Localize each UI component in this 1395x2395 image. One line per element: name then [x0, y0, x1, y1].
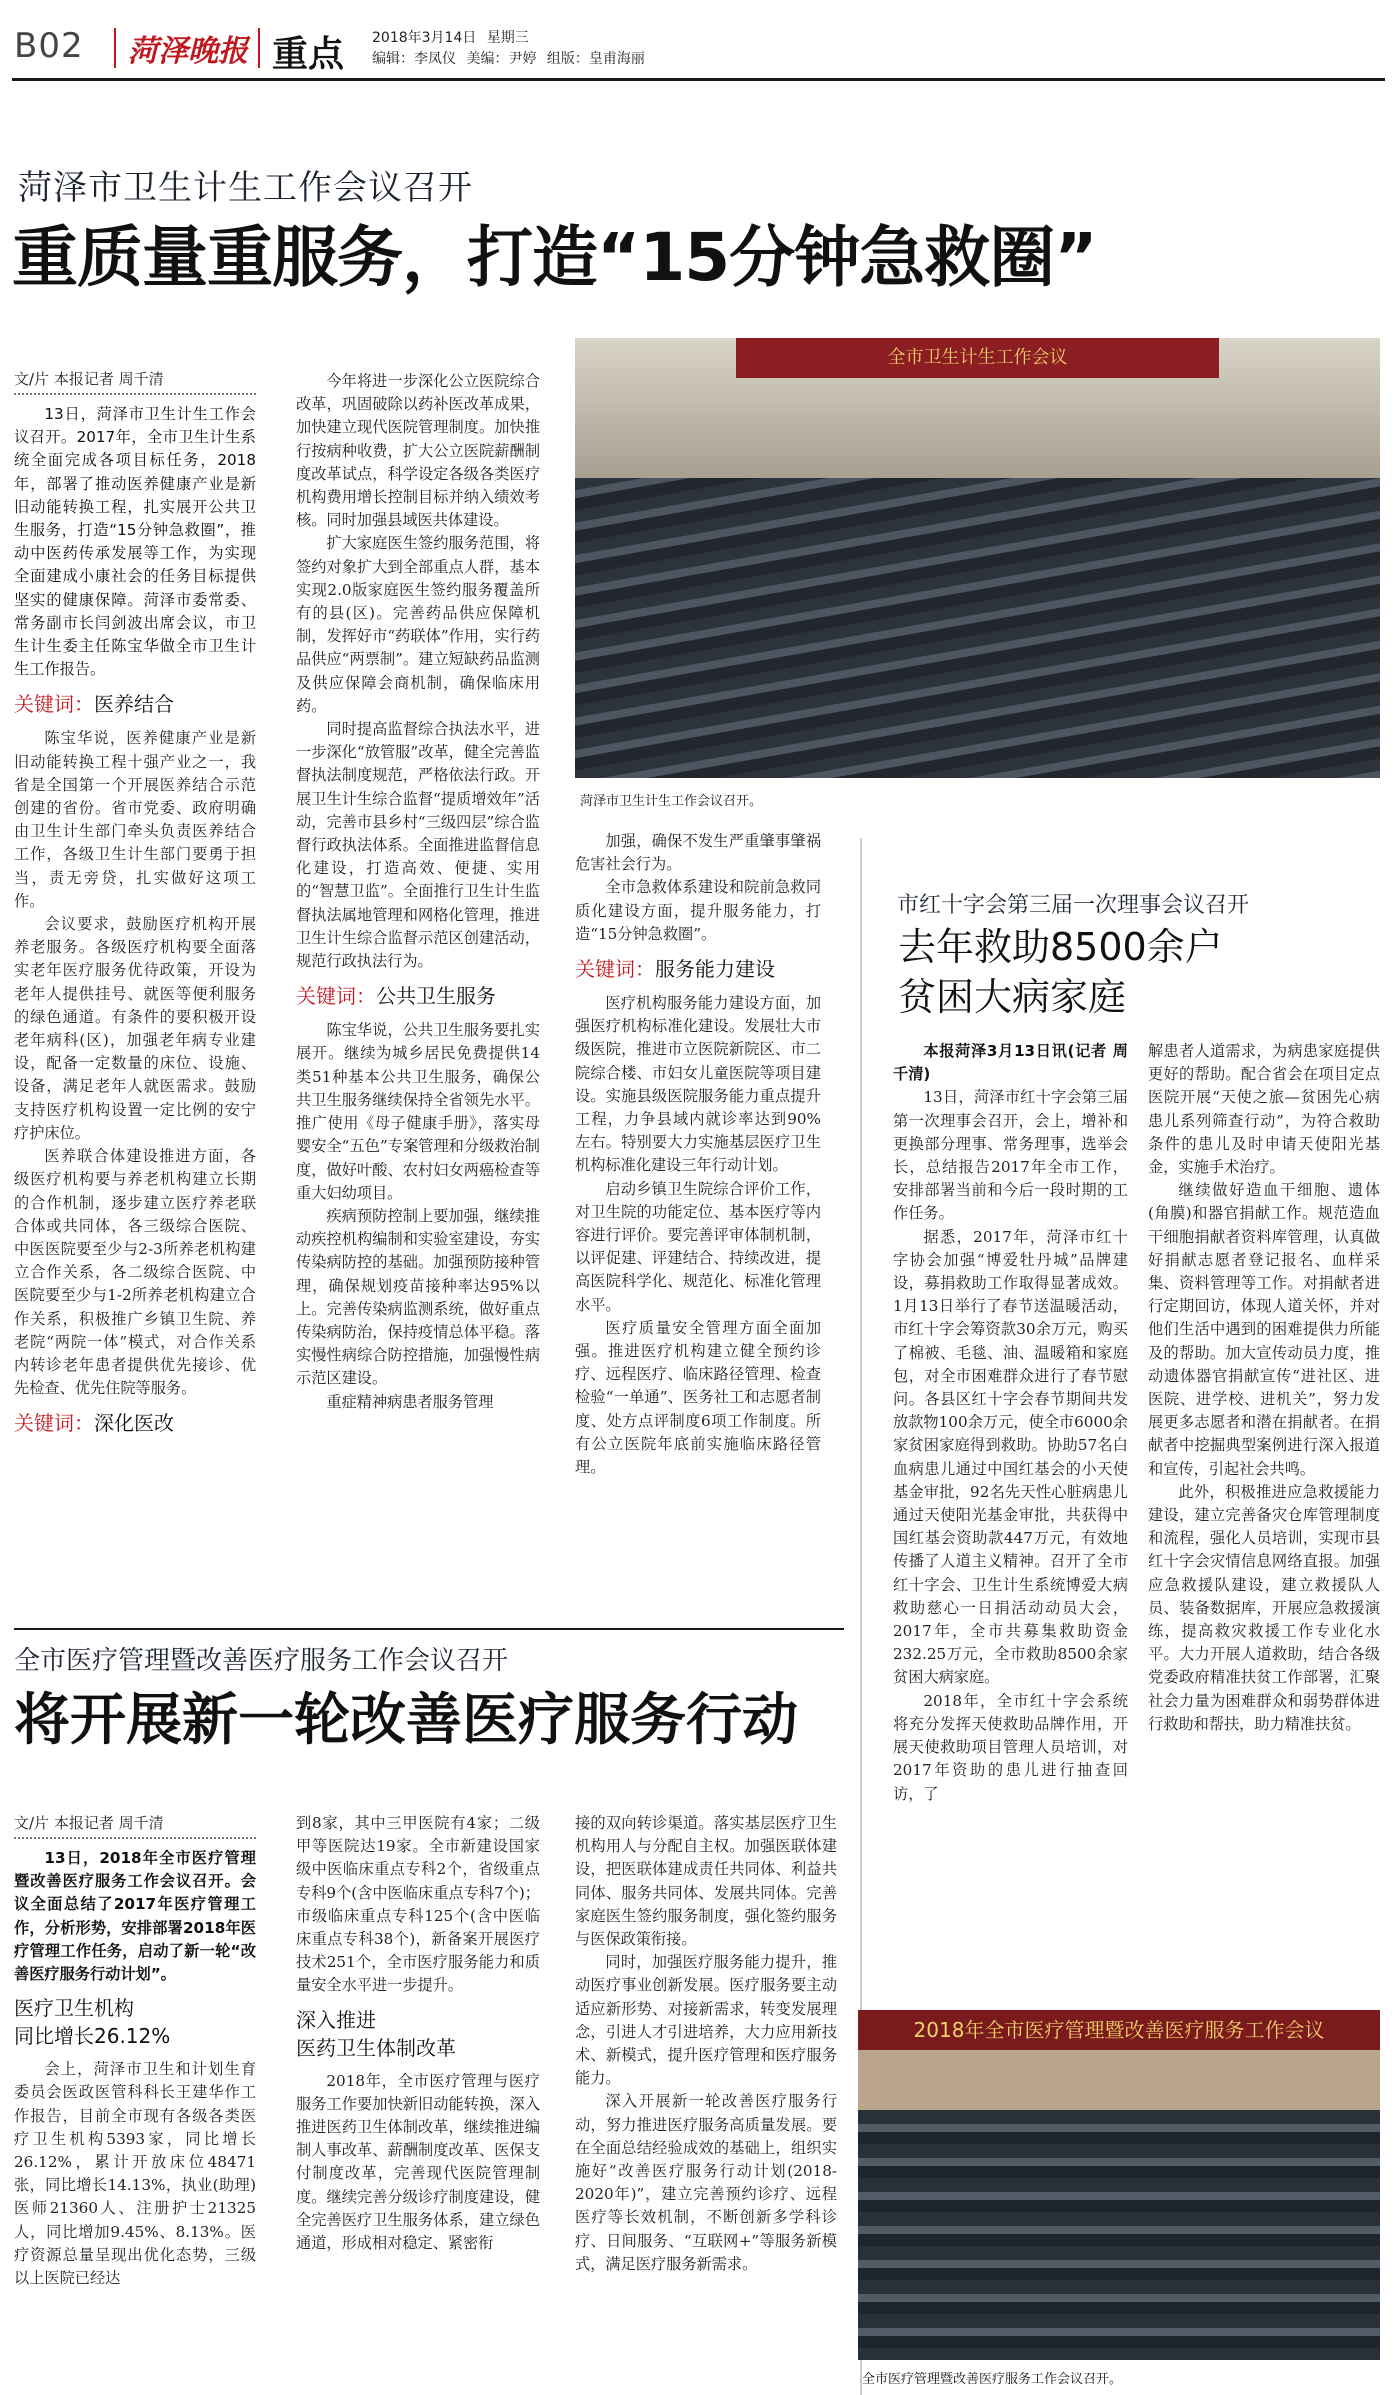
- article1-byline: 文/片 本报记者 周千清: [14, 368, 256, 395]
- paragraph: 接的双向转诊渠道。落实基层医疗卫生机构用人与分配自主权。加强医联体建设，把医联体建成责任共同体、利益共同体、服务共同体、发展共同体。完善家庭医生签约服务制度，强化签约服务与医保政策衔接。: [575, 1814, 837, 1949]
- article1-kicker: 菏泽市卫生计生工作会议召开: [18, 168, 473, 208]
- paragraph: 陈宝华说，公共卫生服务要扎实展开。继续为城乡居民免费提供14类51种基本公共卫生服务，确保公共卫生服务继续保持全省领先水平。推广使用《母子健康手册》，落实母婴安全“五色”专案管理和分级救治制度，做好叶酸、农村妇女两癌检查等重大妇幼项目。: [296, 1021, 540, 1202]
- paragraph: 今年将进一步深化公立医院综合改革，巩固破除以药补医改革成果，加快建立现代医院管理制度。加快推行按病种收费，扩大公立医院薪酬制度改革试点，科学设定各级各类医疗机构费用增长控制目标并纳入绩效考核。同时加强县域医共体建设。: [296, 372, 540, 530]
- article3-column-2: [1148, 1040, 1380, 1736]
- paragraph: 医养联合体建设推进方面，各级医疗机构要与养老机构建立长期的合作机制，逐步建立医疗养老联合体或共同体，各三级综合医院、中医医院要至少与2-3所养老机构建立合作关系，各二级综合医院、中医院要至少与1-2所养老机构建立合作关系，积极推广乡镇卫生院、养老院“两院一体”模式，对合作关系内转诊老年患者提供优先接诊、优先检查、优先住院等服务。: [14, 1147, 256, 1398]
- paragraph: 陈宝华说，医养健康产业是新旧动能转换工程十强产业之一，我省是全国第一个开展医养结合示范创建的省份。省市党委、政府明确由卫生计生部门牵头负责医养结合工作，各级卫生计生部门要勇于担当，责无旁贷，扎实做好这项工作。: [14, 729, 256, 910]
- article3-kicker: 市红十字会第三届一次理事会议召开: [897, 893, 1250, 918]
- header-divider: [114, 28, 116, 68]
- keyword-heading: 关键词：公共卫生服务: [296, 984, 496, 1009]
- date-line: 2018年3月14日 星期三: [372, 30, 529, 46]
- paragraph: 解患者人道需求，为病患家庭提供更好的帮助。配合省会在项目定点医院开展“天使之旅—贫困先心病患儿系列筛查行动”，为符合救助条件的患儿及时申请天使阳光基金，实施手术治疗。: [1148, 1042, 1380, 1177]
- paragraph: 全市急救体系建设和院前急救同质化建设方面，提升服务能力，打造“15分钟急救圈”。: [575, 878, 821, 943]
- keyword-heading: 关键词：深化医改: [14, 1411, 174, 1436]
- article1-column-2: [296, 370, 540, 1414]
- paragraph: 疾病预防控制上要加强，继续推动疾控机构编制和实验室建设，夯实传染病防控的基础。加强预防接种管理，确保规划疫苗接种率达95%以上。完善传染病监测系统，做好重点传染病防治，保持疫情总体平稳。落实慢性病综合防控措施，加强慢性病示范区建设。: [296, 1206, 540, 1388]
- article-rule: [14, 1628, 844, 1630]
- subheading: 深入推进 医药卫生体制改革: [296, 2007, 456, 2060]
- article2-column-2: [296, 1812, 540, 2255]
- page-number: B02: [14, 26, 84, 66]
- banner: 全市卫生计生工作会议: [736, 338, 1219, 378]
- paragraph: 深入开展新一轮改善医疗服务行动，努力推进医疗服务高质量发展。要在全面总结经验成效的基础上，组织实施好“改善医疗服务行动计划(2018-2020年)”，建立完善预约诊疗、远程医疗等长效机制，不断创新多学科诊疗、日间服务、“互联网+”等服务新模式，满足医疗服务新需求。: [575, 2092, 837, 2273]
- paragraph: 2018年，全市红十字会系统将充分发挥天使救助品牌作用，开展天使救助项目管理人员培训，对2017年资助的患儿进行抽查回访，了: [893, 1691, 1128, 1803]
- paragraph: 加强，确保不发生严重肇事肇祸危害社会行为。: [575, 832, 821, 874]
- article2-photo: [858, 2010, 1380, 2360]
- article1-title: 重质量重服务，打造“15分钟急救圈”: [12, 219, 1097, 296]
- paragraph: 会上，菏泽市卫生和计划生育委员会医政医管科科长王建华作工作报告，目前全市现有各级各类医疗卫生机构5393家，同比增长26.12%，累计开放床位48471张，同比增长14.13%，执业(助理)医师21360人、注册护士21325人，同比增加9.45%、8.13%。医疗资源总量呈现出优化态势，三级以上医院已经达: [14, 2060, 256, 2288]
- keyword-heading: 关键词：医养结合: [14, 692, 174, 717]
- paragraph: 医疗机构服务能力建设方面，加强医疗机构标准化建设。发展壮大市级医院，推进市立医院新院区、市二院综合楼、市妇女儿童医院等项目建设。实施县级医院服务能力重点提升工程，力争县域内就诊率达到90%左右。特别要大力实施基层医疗卫生机构标准化建设三年行动计划。: [575, 994, 821, 1175]
- section-title: 重点: [272, 34, 345, 75]
- page-header: [0, 0, 1395, 75]
- article3-lead: 本报菏泽3月13日讯(记者 周千清): [893, 1042, 1128, 1084]
- article2-byline: 文/片 本报记者 周千清: [14, 1812, 256, 1839]
- paragraph: 重症精神病患者服务管理: [326, 1392, 494, 1411]
- article1-lead: 13日，菏泽市卫生计生工作会议召开。2017年，全市卫生计生系统全面完成各项目标任务，2018年，部署了推动医养健康产业是新旧动能转换工程，扎实展开公共卫生服务，打造“15分钟急救圈”，推动中医药传承发展等工作，为实现全面建成小康社会的任务目标提供坚实的健康保障。菏泽市委常委、常务副市长闫剑波出席会议，市卫生计生委主任陈宝华做全市卫生计生工作报告。: [14, 405, 256, 679]
- header-divider: [258, 28, 260, 68]
- keyword-heading: 关键词：服务能力建设: [575, 957, 775, 982]
- article1-photo: [575, 338, 1380, 778]
- staff-line: 编辑：李凤仪 美编：尹婷 组版：皇甫海丽: [372, 51, 645, 67]
- paragraph: 扩大家庭医生签约服务范围，将签约对象扩大到全部重点人群，基本实现2.0版家庭医生签约服务覆盖所有的县(区)。完善药品供应保障机制，发挥好市“药联体”作用，实行药品供应“两票制”。建立短缺药品监测及供应保障会商机制，确保临床用药。: [296, 534, 540, 715]
- paragraph: 同时，加强医疗服务能力提升，推动医疗事业创新发展。医疗服务要主动适应新形势、对接新需求，转变发展理念，引进人才引进培养，大力应用新技术、新模式，提升医疗管理和医疗服务能力。: [575, 1953, 837, 2088]
- paragraph: 此外，积极推进应急救援能力建设，建立完善备灾仓库管理制度和流程，强化人员培训，实现市县红十字会灾情信息网络直报。加强应急救援队建设，建立救援队人员、装备数据库，开展应急救援演练，提高救灾救援工作专业化水平。大力开展人道救助，结合各级党委政府精准扶贫工作部署，汇聚社会力量为困难群众和弱势群体进行救助和帮扶，助力精准扶贫。: [1148, 1482, 1380, 1733]
- subheading: 医疗卫生机构 同比增长26.12%: [14, 1996, 171, 2049]
- paragraph: 13日，菏泽市红十字会第三届第一次理事会召开，会上，增补和更换部分理事、常务理事，选举会长，总结报告2017年全市工作，安排部署当前和今后一段时期的工作任务。: [893, 1088, 1128, 1223]
- article1-column-1: [14, 368, 256, 1446]
- banner: 2018年全市医疗管理暨改善医疗服务工作会议: [858, 2010, 1380, 2050]
- article2-title: 将开展新一轮改善医疗服务行动: [14, 1688, 798, 1753]
- header-rule: [12, 78, 1385, 81]
- paragraph: 2018年，全市医疗管理与医疗服务工作要加快新旧动能转换，深入推进医药卫生体制改革，继续推进编制人事改革、薪酬制度改革、医保支付制度改革，完善现代医院管理制度。继续完善分级诊疗制度建设，健全完善医疗卫生服务体系，建立绿色通道，形成相对稳定、紧密衔: [296, 2071, 540, 2253]
- paragraph: 启动乡镇卫生院综合评价工作，对卫生院的功能定位、基本医疗等内容进行评价。要完善评审体制机制，以评促建、评建结合、持续改进，提高医院科学化、规范化、标准化管理水平。: [575, 1179, 821, 1314]
- article2-lead: 13日，2018年全市医疗管理暨改善医疗服务工作会议召开。会议全面总结了2017年医疗管理工作，分析形势，安排部署2018年医疗管理工作任务，启动了新一轮“改善医疗服务行动计划”。: [14, 1849, 256, 1984]
- article2-column-3: [575, 1812, 837, 2276]
- article2-column-1: [14, 1812, 256, 2290]
- article1-photo-caption: 菏泽市卫生计生工作会议召开。: [580, 794, 763, 809]
- newspaper-logo: 菏泽晚报: [128, 34, 248, 69]
- article3-title: 去年救助8500余户 贫困大病家庭: [898, 925, 1223, 1019]
- paragraph: 继续做好造血干细胞、遗体(角膜)和器官捐献工作。规范造血干细胞捐献者资料库管理，认真做好捐献志愿者登记报名、血样采集、资料管理等工作。对捐献者进行定期回访，体现人道关怀，并对他们生活中遇到的困难提供力所能及的帮助。加大宣传动员力度，推动遗体器官捐献宣传“进社区、进医院、进学校、进机关”，努力发展更多志愿者和潜在捐献者。在捐献者中挖掘典型案例进行深入报道和宣传，引起社会共鸣。: [1148, 1181, 1380, 1478]
- paragraph: 会议要求，鼓励医疗机构开展养老服务。各级医疗机构要全面落实老年医疗服务优待政策，开设为老年人提供挂号、就医等便利服务的绿色通道。有条件的要积极开设老年病科(区)，加强老年病专业建设，配备一定数量的床位、设施、设备，满足老年人就医需求。鼓励支持医疗机构设置一定比例的安宁疗护床位。: [14, 915, 256, 1142]
- article3-column-1: [893, 1040, 1128, 1806]
- article2-kicker: 全市医疗管理暨改善医疗服务工作会议召开: [14, 1646, 509, 1676]
- paragraph: 医疗质量安全管理方面全面加强。推进医疗机构建立健全预约诊疗、远程医疗、临床路径管理、检查检验“一单通”、医务社工和志愿者制度、处方点评制度6项工作制度。所有公立医院年底前实施临床路径管理。: [575, 1318, 821, 1477]
- paragraph: 同时提高监督综合执法水平，进一步深化“放管服”改革，健全完善监督执法制度规范，严格依法行政。开展卫生计生综合监督“提质增效年”活动，完善市县乡村“三级四层”综合监督行政执法体系。全面推进监督信息化建设，打造高效、便捷、实用的“智慧卫监”。全面推行卫生计生监督执法属地管理和网格化管理，推进卫生计生综合监督示范区创建活动，规范行政执法行为。: [296, 720, 540, 971]
- article2-photo-caption: 全市医疗管理暨改善医疗服务工作会议召开。: [862, 2372, 1123, 2387]
- article1-column-3: [575, 830, 821, 1479]
- paragraph: 据悉，2017年，菏泽市红十字协会加强“博爱牡丹城”品牌建设，募捐救助工作取得显著成效。1月13日举行了春节送温暖活动，市红十字会筹资款30余万元，购买了棉被、毛毯、油、温暖箱和家庭包，对全市困难群众进行了春节慰问。各县区红十字会春节期间共发放款物100余万元，使全市6000余家贫困家庭得到救助。协助57名白血病患儿通过中国红基会的小天使基金审批，92名先天性心脏病患儿通过天使阳光基金审批，共获得中国红基会资助款447万元，有效地传播了人道主义精神。召开了全市红十字会、卫生计生系统博爱大病救助慈心一日捐活动动员大会，2017年，全市共募集救助资金232.25万元，全市救助8500余家贫困大病家庭。: [893, 1227, 1128, 1687]
- paragraph: 到8家，其中三甲医院有4家；二级甲等医院达19家。全市新建设国家级中医临床重点专科2个，省级重点专科9个(含中医临床重点专科7个)；市级临床重点专科125个(含中医临床重点专科38个)，新备案开展医疗技术251个，全市医疗服务能力和质量安全水平进一步提升。: [296, 1814, 540, 1995]
